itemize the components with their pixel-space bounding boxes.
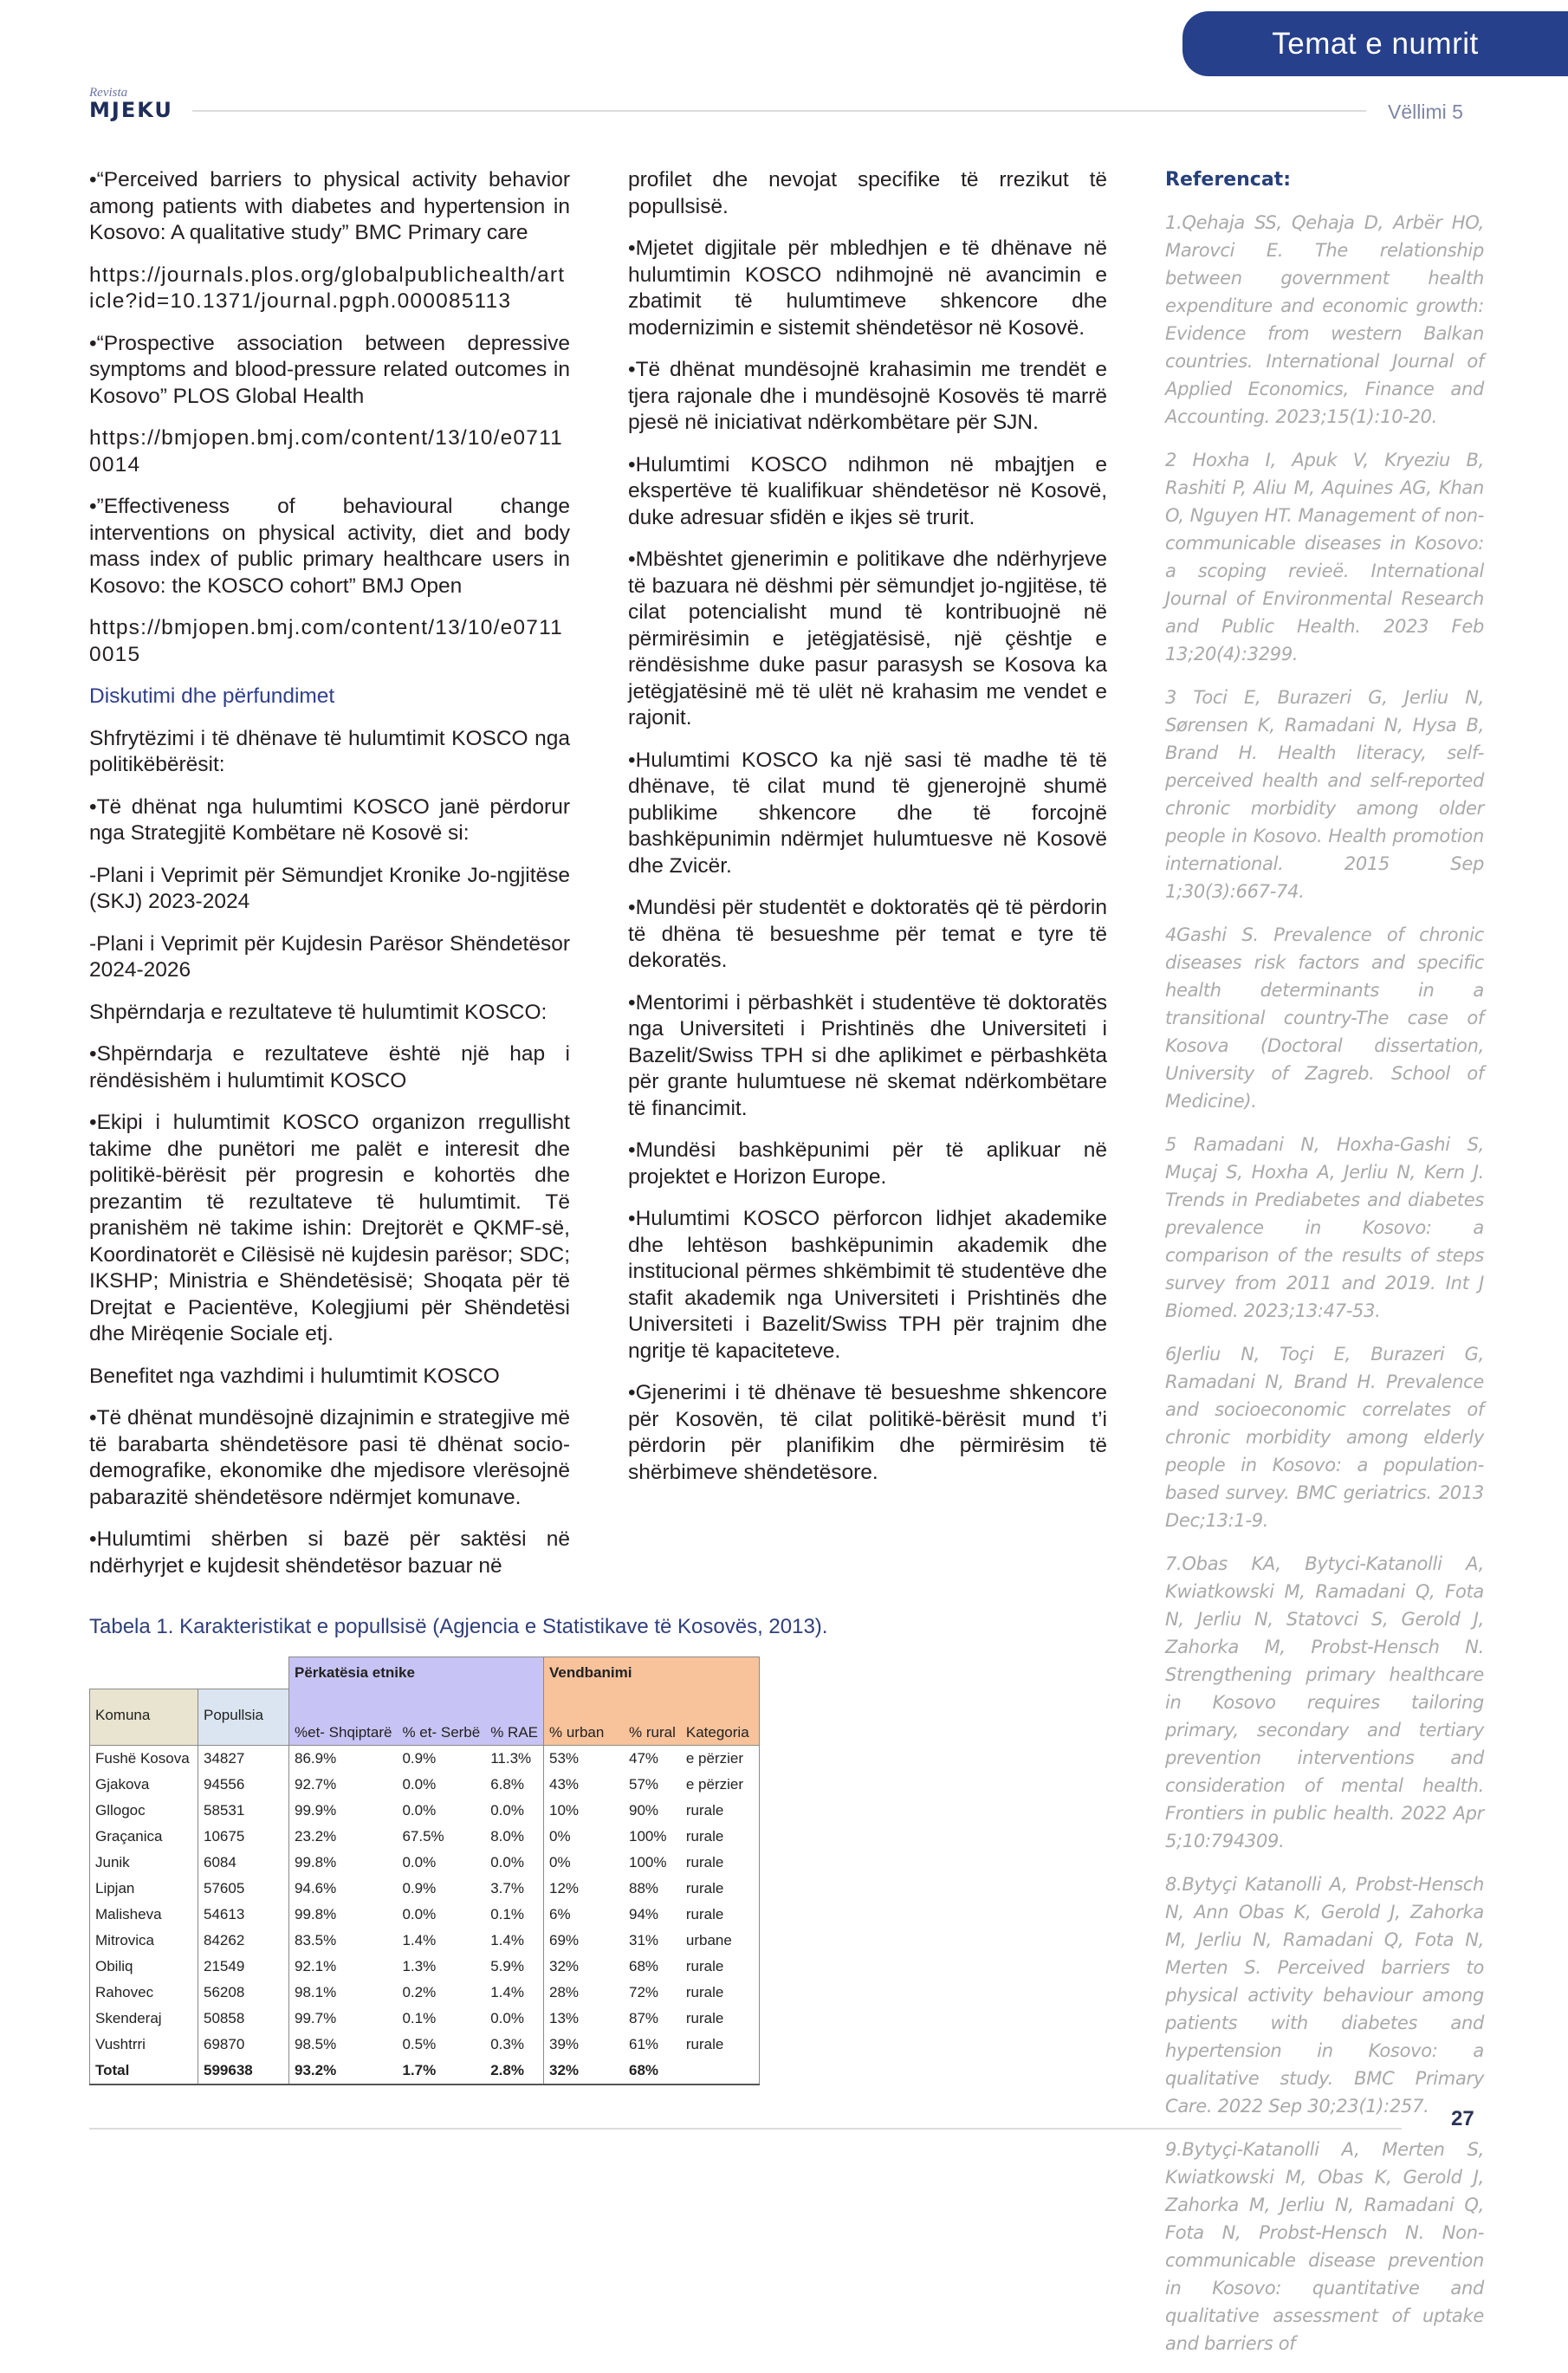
logo-mjeku-text: MJEKU [89, 98, 173, 122]
cell-popullsia: 6084 [198, 1850, 289, 1876]
cell-popullsia: 21549 [198, 1954, 289, 1980]
cell-rae: 2.8% [485, 2058, 543, 2084]
cell-albanian: 98.1% [289, 1980, 398, 2006]
cell-popullsia: 34827 [198, 1745, 289, 1772]
table-caption: Tabela 1. Karakteristikat e popullsisë (Agjencia e Statistikave të Kosovës, 2013). [89, 1615, 828, 1638]
cell-albanian: 99.7% [289, 2006, 398, 2032]
cell-rae: 11.3% [485, 1745, 543, 1772]
cell-urban: 12% [544, 1876, 625, 1902]
cell-urban: 69% [544, 1928, 625, 1954]
cell-albanian: 92.1% [289, 1954, 398, 1980]
cell-serb: 0.9% [402, 1879, 437, 1896]
column-header-kategoria: Kategoria [681, 1689, 760, 1745]
cell-albanian: 92.7% [289, 1772, 398, 1798]
table-row [90, 1798, 760, 1824]
cell-rural: 68% [629, 1957, 659, 1974]
cell-popullsia: 84262 [198, 1928, 289, 1954]
cell-albanian: 98.5% [289, 2032, 398, 2058]
cell-rural: 94% [629, 1905, 659, 1922]
cell-popullsia: 58531 [198, 1798, 289, 1824]
paragraph: •Hulumtimi shërben si bazë për saktësi në ndërhyrjet e kujdesit shëndetësor bazuar në [89, 1527, 570, 1578]
cell-albanian: 86.9% [289, 1745, 398, 1772]
cell-urban: 0% [544, 1850, 625, 1876]
cell-urban: 32% [544, 2058, 625, 2084]
cell-komuna: Vushtrri [90, 2032, 198, 2058]
paragraph: -Plani i Veprimit për Kujdesin Parësor Shëndetësor 2024-2026 [89, 931, 570, 982]
cell-urban: 0% [544, 1824, 625, 1850]
publication-link[interactable]: https://bmjopen.bmj.com/content/13/10/e07110014 [89, 426, 563, 477]
cell-rae: 0.1% [490, 1905, 524, 1922]
table-row [90, 1902, 760, 1928]
paragraph: Shfrytëzimi i të dhënave të hulumtimit KOSCO nga politikëbërësit: [89, 726, 570, 776]
cell-rae: 0.0% [490, 1801, 524, 1819]
cell-serb: 1.3% [402, 1957, 437, 1974]
cell-rural: 31% [629, 1931, 659, 1948]
cell-rae: 5.9% [490, 1957, 524, 1974]
publication-link[interactable]: https://bmjopen.bmj.com/content/13/10/e07110015 [89, 616, 563, 666]
cell-rae: 3.7% [490, 1879, 524, 1896]
cell-albanian: 99.9% [289, 1798, 398, 1824]
reference-item: 2 Hoxha I, Apuk V, Kryeziu B, Rashiti P, Aliu M, Aquines AG, Khan O, Nguyen HT. Management of non-communicable diseases in Kosovo: a scoping revieë. International Journal of Environmental Research and Public Health. 2023 Feb 13;20(4):3299. [1165, 450, 1484, 665]
table-row [90, 1928, 760, 1954]
group-header-ethnic: Përkatësia etnike [289, 1657, 544, 1689]
blank-header-cell [90, 1657, 289, 1689]
cell-urban: 10% [544, 1798, 625, 1824]
cell-popullsia: 94556 [198, 1772, 289, 1798]
cell-rural: 57% [629, 1775, 659, 1793]
volume-label: Vëllimi 5 [1388, 100, 1463, 123]
reference-item: 3 Toci E, Burazeri G, Jerliu N, Sørensen K, Ramadani N, Hysa B, Brand H. Health literacy, self-perceived health and self-reported chronic morbidity among older people in Kosovo. Health promotion international. 2015 Sep 1;30(3):667-74. [1165, 687, 1484, 902]
cell-serb: 1.7% [397, 2058, 485, 2084]
paragraph: •Shpërndarja e rezultateve është një hap i rëndësishëm i hulumtimit KOSCO [89, 1042, 570, 1092]
paragraph: •Hulumtimi KOSCO ndihmon në mbajtjen e ekspertëve të kualifikuar shëndetësor në Kosovë, duke adresuar sfidën e ikjes së trurit. [628, 452, 1107, 529]
publication-link[interactable]: https://journals.plos.org/globalpublichealth/article?id=10.1371/journal.pgph.000085113 [89, 263, 566, 313]
cell-rae: 8.0% [490, 1827, 524, 1845]
column-header-rural: % rural [624, 1689, 681, 1745]
cell-rural: 90% [629, 1801, 659, 1819]
cell-popullsia: 599638 [198, 2058, 289, 2084]
table-row [90, 1772, 760, 1798]
publication-item: •”Effectiveness of behavioural change interventions on physical activity, diet and body mass index of public primary healthcare users in Kosovo: the KOSCO cohort” BMJ Open [89, 495, 570, 598]
cell-serb: 0.2% [402, 1983, 437, 2000]
cell-popullsia: 69870 [198, 2032, 289, 2058]
page-number: 27 [1451, 2107, 1474, 2130]
population-table [89, 1657, 760, 2085]
cell-urban: 53% [544, 1745, 625, 1772]
cell-kategoria: rurale [681, 1876, 760, 1902]
cell-serb: 0.5% [402, 2035, 437, 2052]
cell-serb: 0.0% [402, 1853, 437, 1871]
paragraph: •Hulumtimi KOSCO përforcon lidhjet akademike dhe lehtëson bashkëpunimin akademik dhe institucional përmes shkëmbimit të studentëve dhe stafit akademik nga Universiteti i Prishtinës dhe Universiteti i Bazelit/Swiss TPH për trajnim dhe ngritje të kapaciteteve. [628, 1207, 1107, 1363]
logo-revista-text: Revista [89, 86, 128, 100]
cell-rae: 6.8% [490, 1775, 524, 1793]
cell-popullsia: 10675 [198, 1824, 289, 1850]
column-header-popullsia: Popullsia [198, 1689, 289, 1745]
paragraph: -Plani i Veprimit për Sëmundjet Kronike Jo-ngjitëse (SKJ) 2023-2024 [89, 863, 570, 913]
table-row [90, 1876, 760, 1902]
journal-logo [89, 87, 173, 120]
cell-kategoria: urbane [681, 1928, 760, 1954]
cell-serb: 0.0% [402, 1905, 437, 1922]
population-table-figure [89, 1657, 765, 2107]
article-column-2 [628, 167, 1107, 1501]
cell-albanian: 93.2% [289, 2058, 398, 2084]
reference-item: 6Jerliu N, Toçi E, Burazeri G, Ramadani N, Brand H. Prevalence and socioeconomic correlates of chronic morbidity among elderly people in Kosovo: a population-based survey. BMC geriatrics. 2013 Dec;13:1-9. [1165, 1344, 1484, 1531]
paragraph: •Mundësi bashkëpunimi për të aplikuar në projektet e Horizon Europe. [628, 1138, 1107, 1189]
cell-komuna: Skenderaj [90, 2006, 198, 2032]
cell-rural: 87% [629, 2009, 659, 2026]
section-heading: Diskutimi dhe përfundimet [89, 684, 335, 708]
table-total-row [90, 2058, 760, 2084]
table-row [90, 1954, 760, 1980]
cell-komuna: Lipjan [90, 1876, 198, 1902]
cell-komuna: Malisheva [90, 1902, 198, 1928]
cell-urban: 28% [544, 1980, 625, 2006]
cell-popullsia: 50858 [198, 2006, 289, 2032]
cell-kategoria: rurale [681, 1954, 760, 1980]
cell-kategoria: rurale [681, 2006, 760, 2032]
cell-serb: 1.4% [402, 1931, 437, 1948]
cell-rae: 0.3% [490, 2035, 524, 2052]
cell-albanian: 23.2% [289, 1824, 398, 1850]
group-header-settlement: Vendbanimi [544, 1657, 760, 1689]
cell-komuna: Junik [90, 1850, 198, 1876]
cell-rae: 1.4% [490, 1931, 524, 1948]
cell-urban: 32% [544, 1954, 625, 1980]
reference-item: 4Gashi S. Prevalence of chronic diseases risk factors and specific health determinants in a transitional country-The case of Kosova (Doctoral dissertation, University of Zagreb. School of Medicine). [1165, 924, 1484, 1112]
cell-komuna: Rahovec [90, 1980, 198, 2006]
cell-rural: 100% [629, 1827, 667, 1845]
references-heading: Referencat: [1165, 169, 1291, 191]
paragraph: Benefitet nga vazhdimi i hulumtimit KOSCO [89, 1364, 500, 1388]
reference-item: 9.Bytyçi-Katanolli A, Merten S, Kwiatkowski M, Obas K, Gerold J, Zahorka M, Jerliu N, Ramadani Q, Fota N, Probst-Hensch N. Non-communicable disease prevention in Kosovo: quantitative and qualitative assessment of uptake and barriers of [1165, 2139, 1484, 2354]
cell-kategoria: e përzier [681, 1772, 760, 1798]
cell-komuna: Graçanica [90, 1824, 198, 1850]
cell-rural: 72% [629, 1983, 659, 2000]
cell-albanian: 99.8% [289, 1902, 398, 1928]
cell-serb: 0.0% [402, 1801, 437, 1819]
cell-serb: 0.1% [402, 2009, 437, 2026]
cell-albanian: 94.6% [289, 1876, 398, 1902]
cell-komuna: Obiliq [90, 1954, 198, 1980]
cell-popullsia: 56208 [198, 1980, 289, 2006]
cell-rural: 47% [624, 1745, 681, 1772]
cell-kategoria: rurale [681, 1824, 760, 1850]
reference-item: 8.Bytyçi Katanolli A, Probst-Hensch N, Ann Obas K, Gerold J, Zahorka M, Jerliu N, Ramadani Q, Fota N, Merten S. Perceived barriers to physical activity behaviour among patients with diabetes and hypertension in Kosovo: a qualitative study. BMC Primary Care. 2022 Sep 30;23(1):257. [1165, 1874, 1484, 2117]
paragraph: •Ekipi i hulumtimit KOSCO organizon rregullisht takime dhe punëtori me palët e interesit dhe politikë-bërësit për progresin e kohortës dhe prezantim të rezultateve të hulumtimit. Të pranishëm në takime ishin: Drejtorët e QKMF-së, Koordinatorët e Cilësisë në kujdesin parësor; SDC; IKSHP; Ministria e Shëndetësisë; Shoqata për të Drejtat e Pacientëve, Kolegjiumi për Shëndetësi dhe Mirëqenie Sociale etj. [89, 1111, 570, 1345]
column-header-albanian: %et- Shqiptarë [289, 1689, 398, 1745]
cell-kategoria: rurale [681, 1798, 760, 1824]
cell-serb: 67.5% [402, 1827, 444, 1845]
paragraph: •Të dhënat mundësojnë krahasimin me trendët e tjera rajonale dhe i mundësojnë Kosovës të marrë pjesë në iniciativat ndërkombëtare për SJN. [628, 358, 1107, 434]
paragraph: profilet dhe nevojat specifike të rrezikut të popullsisë. [628, 168, 1107, 218]
reference-item: 5 Ramadani N, Hoxha-Gashi S, Muçaj S, Hoxha A, Jerliu N, Kern J. Trends in Prediabetes and diabetes prevalence in Kosovo: a comparison of the results of steps survey from 2011 and 2019. Int J Biomed. 2023;13:47-53. [1165, 1134, 1484, 1321]
cell-urban: 13% [544, 2006, 625, 2032]
cell-rae: 1.4% [490, 1983, 524, 2000]
paragraph: •Të dhënat mundësojnë dizajnimin e strategjive më të barabarta shëndetësore pasi të dhënat socio-demografike, ekonomike dhe mjedisore vlerësojnë pabarazitë shëndetësore ndërmjet komunave. [89, 1406, 570, 1509]
cell-popullsia: 54613 [198, 1902, 289, 1928]
paragraph: •Të dhënat nga hulumtimi KOSCO janë përdorur nga Strategjitë Kombëtare në Kosovë si: [89, 794, 570, 845]
column-header-rae: % RAE [485, 1689, 543, 1745]
column-header-serb: % et- Serbë [397, 1689, 485, 1745]
cell-urban: 43% [544, 1772, 625, 1798]
paragraph: •Hulumtimi KOSCO ka një sasi të madhe të të dhënave, të cilat mund të gjenerojnë shumë publikime shkencore dhe të forcojnë bashkëpunimin ndërmjet hulumtuesve në Kosovë dhe Zvicër. [628, 748, 1107, 878]
cell-albanian: 83.5% [289, 1928, 398, 1954]
header-divider [192, 110, 1366, 112]
paragraph: •Mbështet gjenerimin e politikave dhe ndërhyrjeve të bazuara në dëshmi për sëmundjet jo-ngjitëse, të cilat potencialisht mund të kontribuojnë në përmirësimin e jetëgjatësisë, një çështje e rëndësishme duke pasur parasysh se Kosova ka jetëgjatësinë më të ulët në krahasim me vendet e rajonit. [628, 548, 1107, 729]
cell-rae: 0.0% [490, 1853, 524, 1871]
paragraph: •Mjetet digjitale për mbledhjen e të dhënave në hulumtimin KOSCO ndihmojnë në avancimin e zbatimit të hulumtimeve shkencore dhe modernizimin e sistemit shëndetësor në Kosovë. [628, 237, 1107, 340]
table-row [90, 1824, 760, 1850]
table-row [90, 2032, 760, 2058]
cell-komuna: Mitrovica [90, 1928, 198, 1954]
cell-komuna: Gllogoc [90, 1798, 198, 1824]
cell-komuna: Fushë Kosova [90, 1745, 198, 1772]
cell-urban: 39% [544, 2032, 625, 2058]
footer-divider [89, 2128, 1402, 2130]
reference-item: 1.Qehaja SS, Qehaja D, Arbër HO, Marovci E. The relationship between government health expenditure and economic growth: Evidence from western Balkan countries. International Journal of Applied Economics, Finance and Accounting. 2023;15(1):10-20. [1165, 212, 1484, 427]
cell-kategoria: e përzier [681, 1745, 760, 1772]
cell-rural: 61% [629, 2035, 659, 2052]
cell-rural: 88% [629, 1879, 659, 1896]
reference-item: 7.Obas KA, Bytyci-Katanolli A, Kwiatkowski M, Ramadani Q, Fota N, Jerliu N, Statovci S, Gerold J, Zahorka M, Probst-Hensch N. Strengthening primary healthcare in Kosovo requires tailoring primary, secondary and tertiary prevention interventions and consideration of mental health. Frontiers in public health. 2022 Apr 5;10:794309. [1165, 1553, 1484, 1851]
section-badge: Temat e numrit [1182, 11, 1568, 76]
table-row [90, 2006, 760, 2032]
cell-kategoria [681, 2058, 760, 2084]
cell-rural: 100% [629, 1853, 667, 1871]
cell-serb: 0.0% [402, 1775, 437, 1793]
column-header-urban: % urban [544, 1689, 625, 1745]
cell-kategoria: rurale [681, 1850, 760, 1876]
paragraph: •Mentorimi i përbashkët i studentëve të doktoratës nga Universiteti i Prishtinës dhe Universiteti i Bazelit/Swiss TPH si dhe aplikimet e përbashkëta për grante hulumtuese në skemat ndërkombëtare të financimit. [628, 990, 1107, 1120]
paragraph: •Mundësi për studentët e doktoratës që të përdorin të dhëna të besueshme për temat e tyre të dekoratës. [628, 896, 1107, 972]
paragraph: Shpërndarja e rezultateve të hulumtimit KOSCO: [89, 1000, 548, 1024]
paragraph: •Gjenerimi i të dhënave të besueshme shkencore për Kosovën, të cilat politikë-bërësit mund t’i përdorin për planifikim dhe përmirësim të shërbimeve shëndetësore. [628, 1381, 1107, 1484]
table-row [90, 1850, 760, 1876]
cell-serb: 0.9% [397, 1745, 485, 1772]
cell-rae: 0.0% [490, 2009, 524, 2026]
article-column-1 [89, 167, 570, 1595]
publication-item: •“Perceived barriers to physical activity behavior among patients with diabetes and hypertension in Kosovo: A qualitative study” BMC Primary care [89, 168, 570, 244]
cell-komuna: Gjakova [90, 1772, 198, 1798]
column-header-komuna: Komuna [90, 1689, 198, 1745]
cell-rural: 68% [624, 2058, 681, 2084]
cell-kategoria: rurale [681, 1980, 760, 2006]
cell-popullsia: 57605 [198, 1876, 289, 1902]
references-column [1165, 167, 1484, 2373]
publication-item: •“Prospective association between depressive symptoms and blood-pressure related outcomes in Kosovo” PLOS Global Health [89, 331, 570, 408]
cell-komuna: Total [90, 2058, 198, 2084]
cell-kategoria: rurale [681, 2032, 760, 2058]
cell-urban: 6% [544, 1902, 625, 1928]
cell-albanian: 99.8% [289, 1850, 398, 1876]
table-row [90, 1980, 760, 2006]
table-row [90, 1745, 760, 1772]
cell-kategoria: rurale [681, 1902, 760, 1928]
